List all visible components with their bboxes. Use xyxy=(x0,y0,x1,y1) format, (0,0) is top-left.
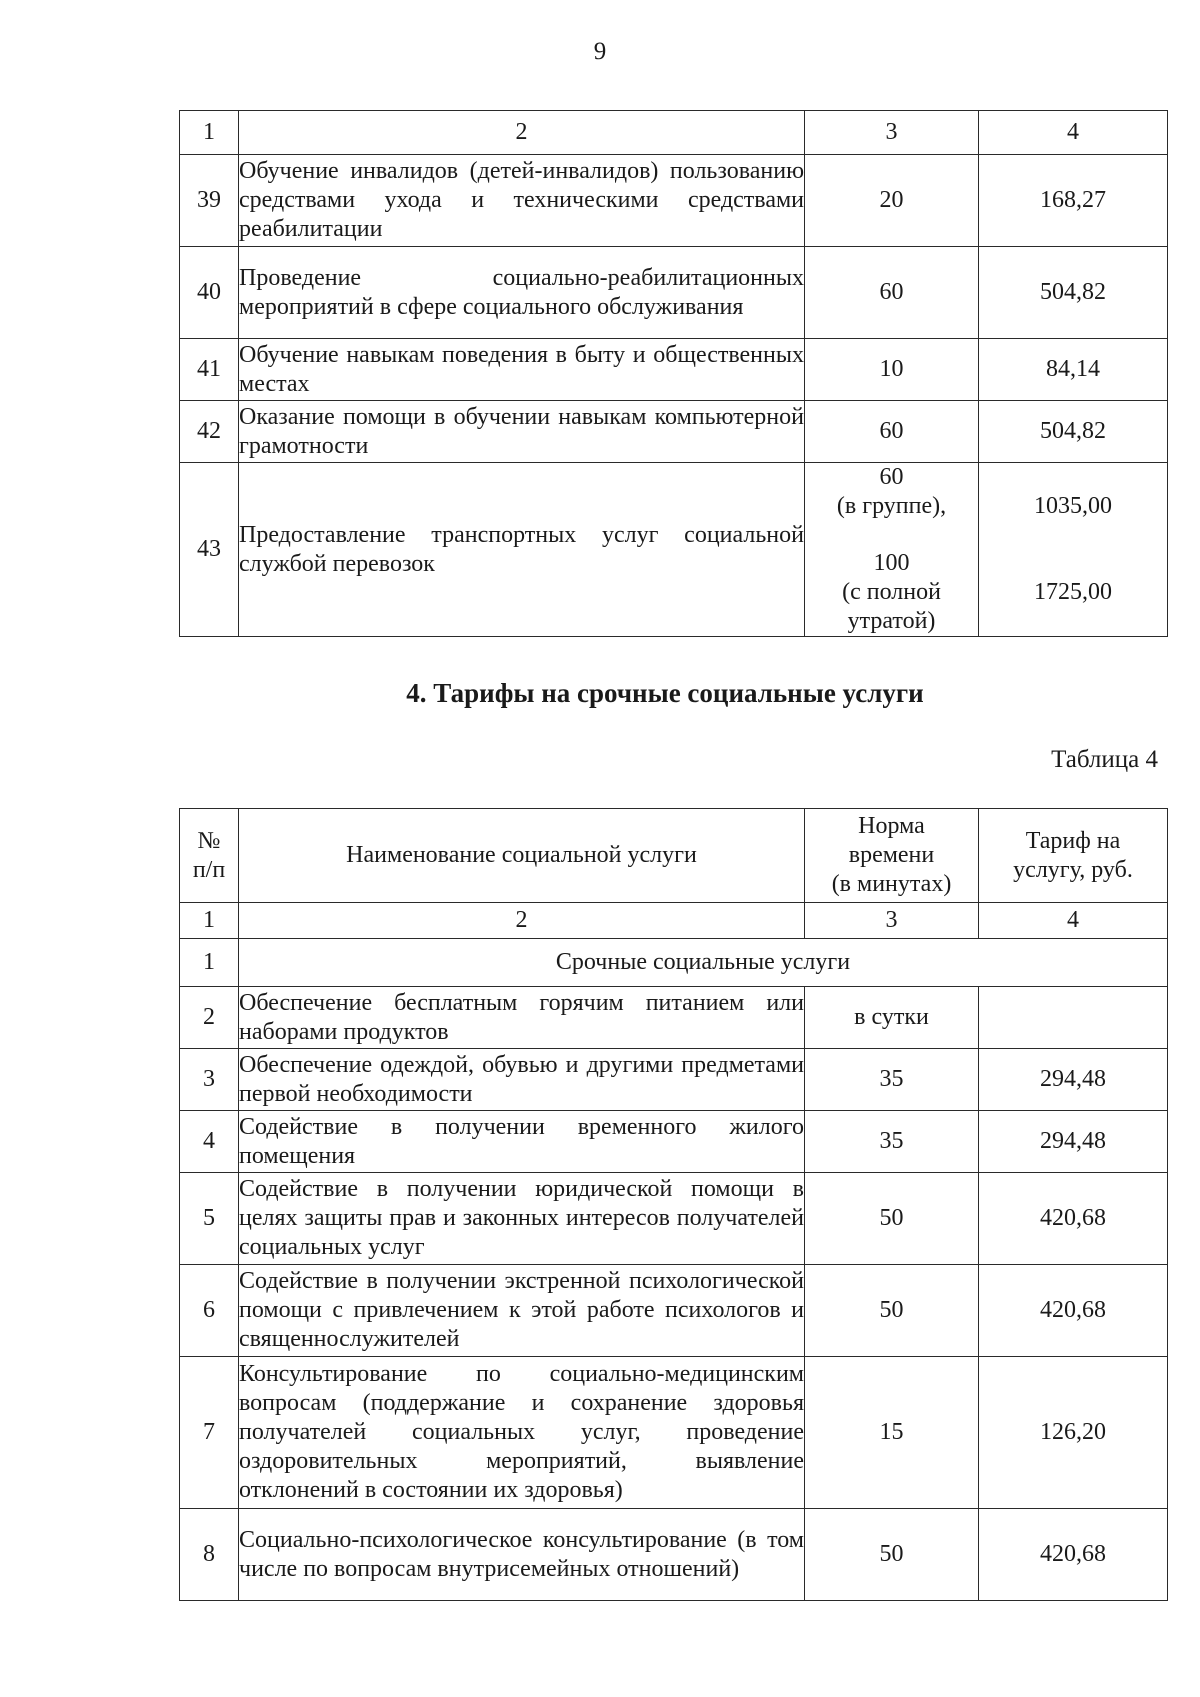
tariff: 504,82 xyxy=(979,401,1168,463)
table-caption: Таблица 4 xyxy=(1051,746,1158,773)
column-number: 4 xyxy=(979,111,1168,155)
table-row xyxy=(180,987,1168,1049)
time-full-loss-value: 100 xyxy=(873,550,910,576)
service-name: Обучение навыкам поведения в быту и общественных местах xyxy=(239,339,805,401)
column-number: 3 xyxy=(805,111,979,155)
service-name: Социально-психологическое консультирование (в том числе по вопросам внутрисемейных отношений) xyxy=(239,1509,805,1601)
table-row xyxy=(180,339,1168,401)
row-number: 2 xyxy=(180,987,239,1049)
time-group-note: (в группе), xyxy=(836,493,947,519)
tariff: 294,48 xyxy=(979,1111,1168,1173)
header-num-line: п/п xyxy=(192,856,226,883)
time-norm: 10 xyxy=(805,339,979,401)
row-number: 43 xyxy=(180,463,239,637)
service-name: Проведение социально-реабилитационных мероприятий в сфере социального обслуживания xyxy=(239,247,805,339)
table-row xyxy=(180,401,1168,463)
table-row xyxy=(180,1265,1168,1357)
row-number: 42 xyxy=(180,401,239,463)
time-norm xyxy=(805,463,979,637)
urgent-services-table xyxy=(179,808,1168,1601)
service-name: Обучение инвалидов (детей-инвалидов) пользованию средствами ухода и техническими средствами реабилитации xyxy=(239,155,805,247)
time-norm: 35 xyxy=(805,1049,979,1111)
tariff: 420,68 xyxy=(979,1265,1168,1357)
tariffs-table-continued xyxy=(179,110,1168,637)
time-norm: 60 xyxy=(805,401,979,463)
column-number: 2 xyxy=(239,111,805,155)
row-number: 1 xyxy=(180,939,239,987)
group-row xyxy=(180,939,1168,987)
table-row xyxy=(180,1173,1168,1265)
tariff xyxy=(979,463,1168,637)
tariff: 168,27 xyxy=(979,155,1168,247)
time-norm: в сутки xyxy=(805,987,979,1049)
row-number: 3 xyxy=(180,1049,239,1111)
time-norm: 50 xyxy=(805,1173,979,1265)
table-row xyxy=(180,155,1168,247)
service-name: Обеспечение одеждой, обувью и другими предметами первой необходимости xyxy=(239,1049,805,1111)
row-number: 4 xyxy=(180,1111,239,1173)
service-name: Содействие в получении временного жилого помещения xyxy=(239,1111,805,1173)
header-tariff-line: Тариф на xyxy=(1025,827,1121,854)
column-number: 4 xyxy=(979,903,1168,939)
group-label: Срочные социальные услуги xyxy=(239,939,1168,987)
column-number: 2 xyxy=(239,903,805,939)
service-name: Оказание помощи в обучении навыкам компьютерной грамотности xyxy=(239,401,805,463)
header-tariff-line: услугу, руб. xyxy=(1013,856,1133,883)
header-time-line: времени xyxy=(848,842,935,868)
row-number: 6 xyxy=(180,1265,239,1357)
table-row xyxy=(180,463,1168,637)
time-norm: 15 xyxy=(805,1357,979,1509)
time-norm: 20 xyxy=(805,155,979,247)
header-name: Наименование социальной услуги xyxy=(239,809,805,903)
table-row xyxy=(180,1509,1168,1601)
time-norm: 50 xyxy=(805,1265,979,1357)
tariff: 420,68 xyxy=(979,1509,1168,1601)
time-group-value: 60 xyxy=(879,464,904,490)
table-row xyxy=(180,1049,1168,1111)
row-number: 8 xyxy=(180,1509,239,1601)
tariff-full-loss: 1725,00 xyxy=(1034,579,1112,605)
table-header-row xyxy=(180,809,1168,903)
table-row xyxy=(180,247,1168,339)
section-title: 4. Тарифы на срочные социальные услуги xyxy=(406,678,924,708)
time-full-loss-note: утратой) xyxy=(847,608,936,634)
header-tariff xyxy=(979,809,1168,903)
header-time-line: (в минутах) xyxy=(831,871,952,897)
header-num-line: № xyxy=(197,827,221,854)
row-number: 39 xyxy=(180,155,239,247)
header-num xyxy=(180,809,239,903)
tariff: 420,68 xyxy=(979,1173,1168,1265)
table-row xyxy=(180,1357,1168,1509)
row-number: 7 xyxy=(180,1357,239,1509)
row-number: 5 xyxy=(180,1173,239,1265)
time-norm: 35 xyxy=(805,1111,979,1173)
tariff: 504,82 xyxy=(979,247,1168,339)
row-number: 40 xyxy=(180,247,239,339)
column-number: 3 xyxy=(805,903,979,939)
tariff: 84,14 xyxy=(979,339,1168,401)
row-number: 41 xyxy=(180,339,239,401)
service-name: Предоставление транспортных услуг социальной службой перевозок xyxy=(239,463,805,637)
header-time-line: Норма xyxy=(858,813,925,839)
service-name: Консультирование по социально-медицинским вопросам (поддержание и сохранение здоровья получателей социальных услуг, проведение оздоровительных мероприятий, выявление отклонений в состоянии их здоровья) xyxy=(239,1357,805,1509)
column-number-row xyxy=(180,903,1168,939)
time-full-loss-note: (с полной xyxy=(842,579,941,605)
tariff xyxy=(979,987,1168,1049)
page-number: 9 xyxy=(593,38,607,65)
column-number: 1 xyxy=(180,111,239,155)
column-number-row xyxy=(180,111,1168,155)
time-norm: 60 xyxy=(805,247,979,339)
tariff: 294,48 xyxy=(979,1049,1168,1111)
column-number: 1 xyxy=(180,903,239,939)
service-name: Обеспечение бесплатным горячим питанием или наборами продуктов xyxy=(239,987,805,1049)
table-row xyxy=(180,1111,1168,1173)
header-time xyxy=(805,809,979,903)
service-name: Содействие в получении юридической помощи в целях защиты прав и законных интересов получателей социальных услуг xyxy=(239,1173,805,1265)
tariff-group: 1035,00 xyxy=(1034,493,1112,519)
time-norm: 50 xyxy=(805,1509,979,1601)
tariff: 126,20 xyxy=(979,1357,1168,1509)
service-name: Содействие в получении экстренной психологической помощи с привлечением к этой работе психологов и священнослужителей xyxy=(239,1265,805,1357)
